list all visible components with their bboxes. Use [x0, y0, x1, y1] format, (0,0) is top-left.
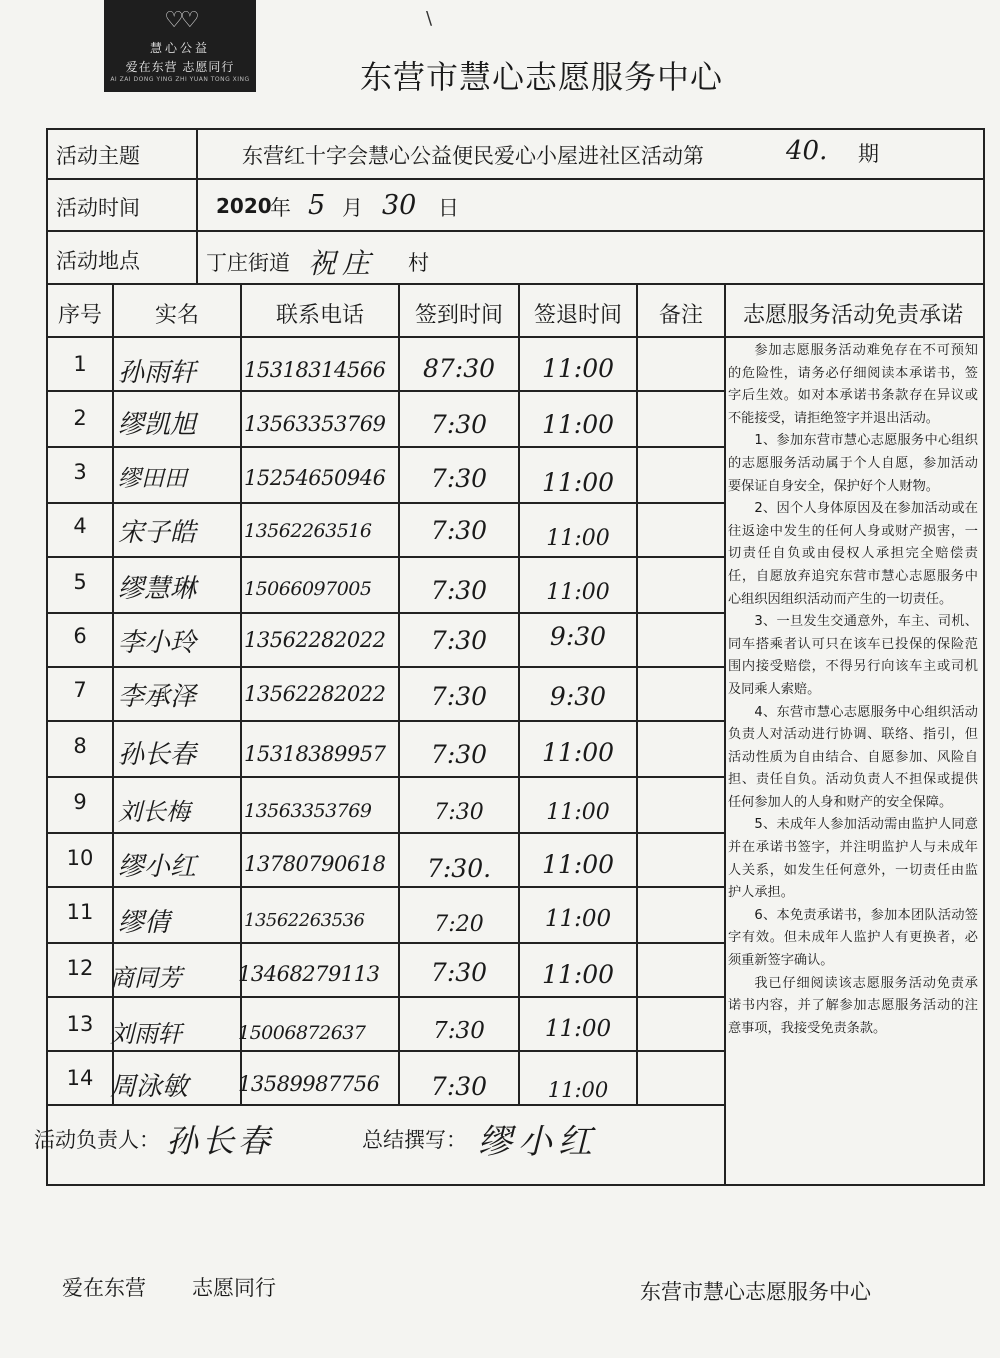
row-14-phone: 13589987756	[238, 1072, 380, 1096]
row-3-out: 11:00	[541, 468, 615, 497]
row-13-in: 7:30	[433, 1018, 485, 1044]
row-9-phone: 13563353769	[244, 800, 372, 822]
row-5-out: 11:00	[546, 580, 610, 605]
time-label: 活动时间	[56, 196, 140, 220]
theme-value: 东营红十字会慧心公益便民爱心小屋进社区活动第	[242, 144, 704, 168]
disclaimer-intro: 参加志愿服务活动难免存在不可预知的危险性，请务必仔细阅读本承诺书，签字后生效。如对本承诺书条款存在异议或不能接受，请拒绝签字并退出活动。	[728, 343, 978, 426]
row-2-in: 7:30	[430, 410, 488, 439]
row-10-in: 7:30.	[426, 854, 492, 883]
month-char: 月	[342, 196, 363, 220]
row-7-name: 李承泽	[118, 682, 197, 712]
row-7-no: 7	[73, 678, 87, 702]
row-3-name: 缪田田	[118, 466, 187, 492]
row-11-no: 11	[66, 900, 94, 924]
disclaimer-clause-6: 6、本免责承诺书，参加本团队活动签字有效。但未成年人监护人有更换者，必须重新签字确认。	[728, 907, 978, 969]
header-seq: 序号	[57, 303, 102, 328]
row-11-in: 7:20	[434, 912, 484, 937]
row-14-no: 14	[66, 1066, 94, 1090]
logo-text-2: 爱在东营 志愿同行	[125, 60, 235, 74]
row-4-in: 7:30	[430, 516, 488, 545]
header-sign-in: 签到时间	[414, 303, 503, 328]
disclaimer-clause-5: 5、未成年人参加活动需由监护人同意并在承诺书签字，并注明监护人与未成年人关系，如发生任何意外，一切责任由监护人承担。	[728, 817, 978, 901]
row-1-name: 孙雨轩	[118, 358, 197, 388]
row-6-no: 6	[73, 624, 87, 648]
row-7-phone: 13562282022	[244, 682, 386, 706]
row-6-out: 9:30	[549, 622, 607, 651]
writer-signature: 缪小红	[478, 1122, 598, 1162]
row-5-phone: 15066097005	[244, 578, 372, 600]
leader-signature: 孙长春	[166, 1122, 275, 1160]
row-2-out: 11:00	[541, 410, 615, 439]
header-phone: 联系电话	[275, 303, 364, 328]
row-9-out: 11:00	[546, 800, 610, 825]
row-13-out: 11:00	[544, 1016, 612, 1042]
row-8-name: 孙长春	[118, 740, 197, 770]
row-8-no: 8	[73, 734, 87, 758]
row-14-in: 7:30	[430, 1072, 488, 1101]
date-month: 5	[308, 190, 326, 221]
leader-label: 活动负责人：	[34, 1128, 160, 1152]
disclaimer-acknowledgement: 我已仔细阅读该志愿服务活动免责承诺书内容，并了解参加志愿服务活动的注意事项，我接受免责条款。	[728, 975, 978, 1036]
writer-label: 总结撰写：	[362, 1128, 467, 1152]
footer-organization: 东营市慧心志愿服务中心	[640, 1280, 871, 1304]
header-remarks: 备注	[658, 303, 703, 328]
disclaimer-clause-3: 3、一旦发生交通意外，车主、司机、同车搭乘者认可只在该车已投保的保险范围内接受赔偿，不得另行向该车主或司机及同乘人索赔。	[728, 614, 978, 697]
row-12-no: 12	[66, 956, 94, 980]
period-suffix: 期	[858, 142, 879, 166]
logo-text-3: AI ZAI DONG YING ZHI YUAN TONG XING	[110, 76, 250, 83]
row-8-in: 7:30	[430, 740, 488, 769]
row-2-phone: 13563353769	[244, 412, 386, 436]
row-8-phone: 15318389957	[244, 742, 386, 766]
row-3-no: 3	[73, 460, 87, 484]
row-13-phone: 15006872637	[238, 1022, 366, 1044]
disclaimer-clause-2: 2、因个人身体原因及在参加活动或在往返途中发生的任何人身或财产损害，一切责任自负或由侵权人承担完全赔偿责任，自愿放弃追究东营市慧心志愿服务中心组织因组织活动而产生的一切责任。	[728, 501, 978, 607]
row-3-phone: 15254650946	[244, 466, 386, 490]
row-4-phone: 13562263516	[244, 520, 372, 542]
location-label: 活动地点	[56, 249, 140, 273]
row-12-phone: 13468279113	[238, 962, 380, 986]
row-5-name: 缪慧琳	[118, 574, 197, 604]
period-number: 40.	[786, 136, 828, 166]
row-6-in: 7:30	[430, 626, 488, 655]
row-12-in: 7:30	[430, 958, 488, 987]
row-14-name: 周泳敏	[110, 1072, 189, 1102]
row-6-name: 李小玲	[118, 628, 197, 658]
row-4-out: 11:00	[546, 526, 610, 551]
row-9-in: 7:30	[434, 800, 484, 825]
footer-slogan-1: 爱在东营	[62, 1276, 146, 1300]
row-3-in: 7:30	[430, 464, 488, 493]
page-title: 东营市慧心志愿服务中心	[360, 58, 724, 96]
header-name: 实名	[154, 303, 199, 328]
row-1-out: 11:00	[541, 354, 615, 383]
header-disclaimer: 志愿服务活动免责承诺	[742, 303, 963, 328]
row-10-no: 10	[66, 846, 94, 870]
row-7-out: 9:30	[549, 682, 607, 711]
stray-mark: \	[426, 8, 433, 29]
row-9-no: 9	[73, 790, 87, 814]
hearts-icon: ♡♡	[164, 8, 196, 33]
row-13-no: 13	[66, 1012, 94, 1036]
location-printed: 丁庄街道	[206, 251, 290, 275]
row-9-name: 刘长梅	[118, 798, 190, 826]
logo-text-1: 慧心公益	[149, 41, 210, 55]
row-12-out: 11:00	[541, 960, 615, 989]
row-1-no: 1	[73, 352, 87, 376]
location-suffix: 村	[408, 251, 429, 275]
disclaimer-clause-4: 4、东营市慧心志愿服务中心组织活动负责人对活动进行协调、联络、指引，但活动性质为自由结合、自愿参加、风险自担、责任自负。活动负责人不担保或提供任何参加人的人身和财产的安全保障。	[728, 704, 978, 810]
disclaimer-text	[728, 340, 978, 1040]
row-14-out: 11:00	[547, 1078, 609, 1102]
date-year: 2020	[216, 194, 272, 218]
organization-logo	[104, 0, 256, 92]
row-8-out: 11:00	[541, 738, 615, 767]
theme-label: 活动主题	[56, 144, 140, 168]
footer-slogan-2: 志愿同行	[192, 1276, 276, 1300]
row-5-in: 7:30	[430, 576, 488, 605]
year-char: 年	[270, 196, 291, 220]
disclaimer-clause-1: 1、参加东营市慧心志愿服务中心组织的志愿服务活动属于个人自愿，参加活动要保证自身安全，保护好个人财物。	[728, 433, 978, 494]
row-1-phone: 15318314566	[244, 358, 386, 382]
header-sign-out: 签退时间	[533, 303, 622, 328]
location-handwritten: 祝庄	[308, 247, 377, 280]
row-10-out: 11:00	[541, 850, 615, 879]
row-11-out: 11:00	[544, 906, 612, 932]
row-5-no: 5	[73, 570, 87, 594]
row-10-name: 缪小红	[118, 852, 197, 882]
date-day: 30	[382, 190, 417, 221]
row-12-name: 商同芳	[110, 964, 182, 992]
row-7-in: 7:30	[430, 682, 488, 711]
row-1-in: 87:30	[422, 354, 496, 383]
row-4-no: 4	[73, 514, 87, 538]
row-13-name: 刘雨轩	[110, 1020, 182, 1048]
day-char: 日	[438, 196, 459, 220]
row-2-no: 2	[73, 406, 87, 430]
row-10-phone: 13780790618	[244, 852, 386, 876]
row-6-phone: 13562282022	[244, 628, 386, 652]
row-11-name: 缪倩	[118, 908, 171, 938]
row-11-phone: 13562263536	[244, 910, 365, 931]
row-2-name: 缪凯旭	[118, 410, 197, 440]
row-4-name: 宋子皓	[118, 518, 197, 548]
